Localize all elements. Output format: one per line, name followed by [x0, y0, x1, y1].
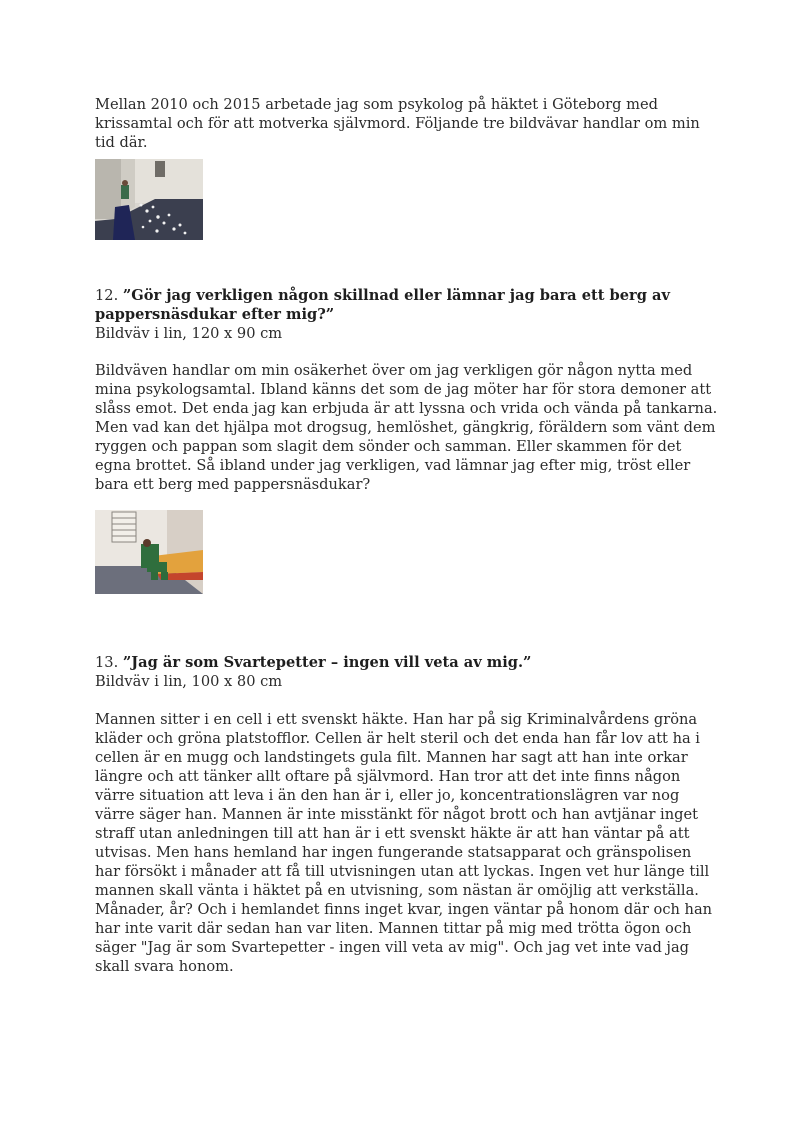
- work-12-medium: Bildväv i lin, 120 x 90 cm: [95, 325, 283, 342]
- work-12-description: Bildväven handlar om min osäkerhet över om jag verkligen gör någon nytta med mina psykologsamtal. Ibland känns det som de jag möter har för stora demoner att slåss emot. Det enda jag kan erbjuda är att lyssna och vrida och vända på tankarna. Men vad kan det hjälpa mot drogsug, hemlöshet, gängkrig, föräldern som vänt dem ryggen och pappan som slagit dem sönder och samman. Eller skammen för det egna brottet. Så ibland under jag verkligen, vad lämnar jag efter mig, tröst eller bara ett berg med pappersnäsdukar?: [95, 362, 718, 493]
- work-13-title: ”Jag är som Svartepetter – ingen vill veta av mig.”: [122, 654, 532, 671]
- work-13-description: Mannen sitter i en cell i ett svenskt häkte. Han har på sig Kriminalvårdens gröna kläder och gröna platstofflor. Cellen är helt steril och det enda han får lov att ha i cellen är en mugg och landstingets gula filt. Mannen har sagt att han inte orkar längre och att tänker allt oftare på självmord. Han tror att det inte finns någon värre situation att leva i än den han är i, eller jo, koncentrationslägren var nog värre säger han. Mannen är inte misstänkt för något brott och han avtjänar inget straff utan anledningen till att han är i ett svenskt häkte är att han väntar på att utvisas. Men hans hemland har ingen fungerande statsapparat och gränspolisen har försökt i månader att få till utvisningen utan att lyckas. Ingen vet hur länge till mannen skall vänta i häktet på en utvisning, som nästan är omöjlig att verkställa. Månader, år? Och i hemlandet finns inget kvar, ingen väntar på honom där och han har inte varit där sedan han var liten. Mannen tittar på mig med trötta ögon och säger "Jag är som Svartepetter - ingen vill veta av mig". Och jag vet inte vad jag skall svara honom.: [95, 711, 713, 975]
- work-13-heading: [95, 653, 720, 672]
- intro-paragraph: Mellan 2010 och 2015 arbetade jag som psykolog på häktet i Göteborg med krissamtal och för att motverka självmord. Följande tre bildvävar handlar om min tid där.: [95, 96, 700, 151]
- artwork-13-image: [95, 510, 203, 594]
- work-13-number: 13.: [95, 654, 119, 671]
- work-12-title: ”Gör jag verkligen någon skillnad eller lämnar jag bara ett berg av pappersnäsdukar efter mig?”: [95, 287, 670, 323]
- work-13-medium: Bildväv i lin, 100 x 80 cm: [95, 673, 283, 690]
- work-12-number: 12.: [95, 287, 119, 304]
- work-12-heading: [95, 286, 720, 324]
- artwork-12-image: [95, 159, 203, 240]
